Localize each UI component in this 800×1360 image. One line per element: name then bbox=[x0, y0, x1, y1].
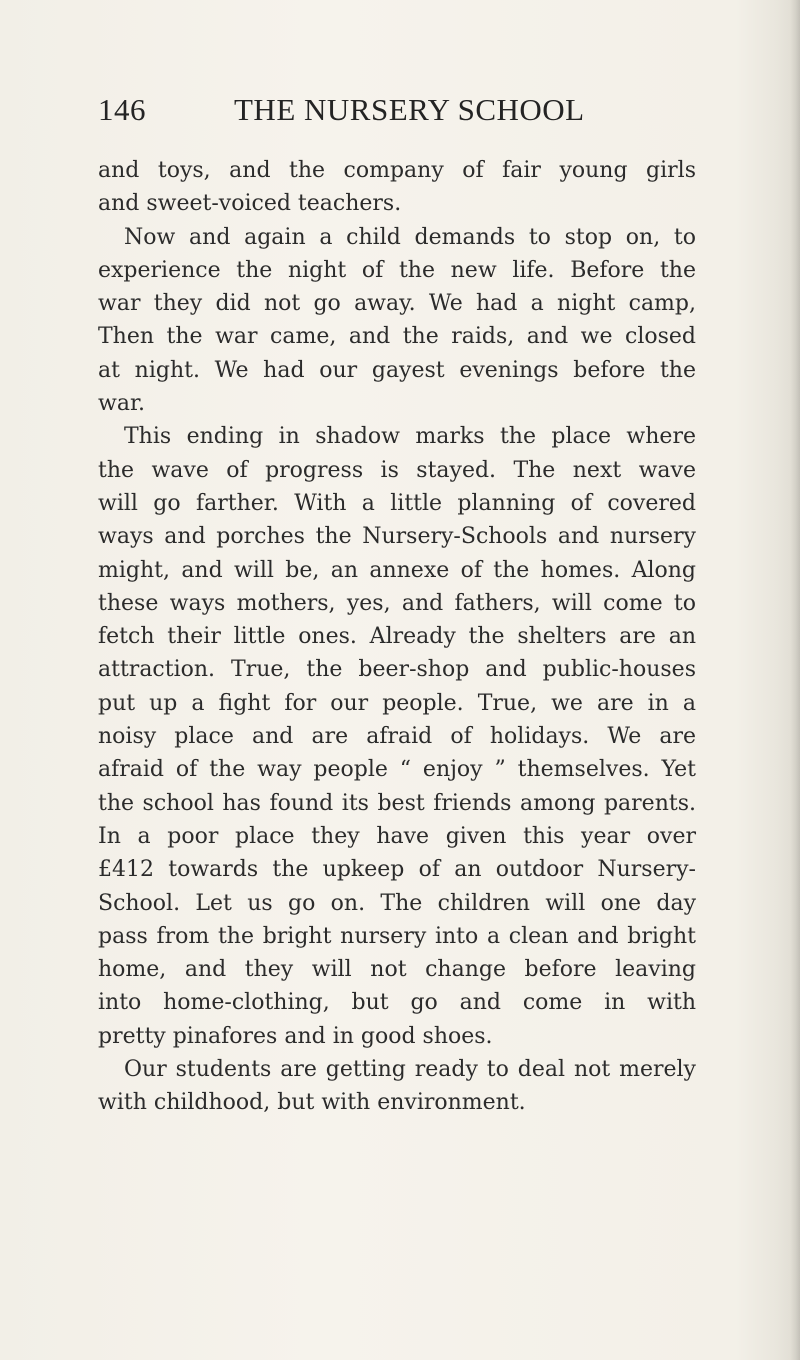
text-line: In a poor place they have given this year over bbox=[98, 823, 696, 849]
text-line: £412 towards the upkeep of an outdoor Nursery- bbox=[98, 857, 696, 883]
text-line: at night. We had our gayest evenings before the bbox=[98, 357, 696, 383]
text-line: put up a fight for our people. True, we are in a bbox=[98, 690, 696, 716]
text-line: Now and again a child demands to stop on, to bbox=[124, 224, 696, 250]
running-head-title: THE NURSERY SCHOOL bbox=[234, 92, 585, 127]
text-line: and sweet-voiced teachers. bbox=[98, 191, 402, 217]
text-line: war. bbox=[98, 391, 146, 417]
text-line: ways and porches the Nursery-Schools and nursery bbox=[98, 524, 696, 550]
text-line: experience the night of the new life. Before the bbox=[98, 257, 696, 283]
text-line: pass from the bright nursery into a clean and bright bbox=[98, 923, 696, 949]
text-line: pretty pinafores and in good shoes. bbox=[98, 1023, 493, 1049]
text-line: noisy place and are afraid of holidays. We are bbox=[98, 724, 696, 750]
text-line: these ways mothers, yes, and fathers, will come to bbox=[98, 590, 696, 616]
body-text bbox=[98, 154, 696, 1120]
text-line: with childhood, but with environment. bbox=[98, 1090, 526, 1116]
page-number: 146 bbox=[98, 92, 146, 127]
text-line: the wave of progress is stayed. The next wave bbox=[98, 457, 696, 483]
text-line: and toys, and the company of fair young girls bbox=[98, 158, 696, 183]
text-line: afraid of the way people “ enjoy ” themselves. Yet bbox=[98, 757, 696, 783]
running-head bbox=[98, 92, 618, 132]
text-line: attraction. True, the beer-shop and public-houses bbox=[98, 657, 696, 683]
text-line: home, and they will not change before leaving bbox=[98, 957, 696, 983]
text-line: will go farther. With a little planning of covered bbox=[98, 490, 696, 516]
text-line: fetch their little ones. Already the shelters are an bbox=[98, 624, 696, 650]
text-line: This ending in shadow marks the place where bbox=[124, 424, 696, 450]
text-line: the school has found its best friends among parents. bbox=[98, 790, 696, 816]
page-edge-shadow bbox=[790, 0, 800, 1360]
text-line: into home-clothing, but go and come in with bbox=[98, 990, 696, 1016]
text-line: war they did not go away. We had a night camp, bbox=[98, 291, 696, 317]
text-line: School. Let us go on. The children will one day bbox=[98, 890, 696, 916]
text-line: Our students are getting ready to deal not merely bbox=[124, 1057, 696, 1083]
text-line: Then the war came, and the raids, and we closed bbox=[98, 324, 696, 350]
text-line: might, and will be, an annexe of the homes. Along bbox=[98, 557, 696, 583]
